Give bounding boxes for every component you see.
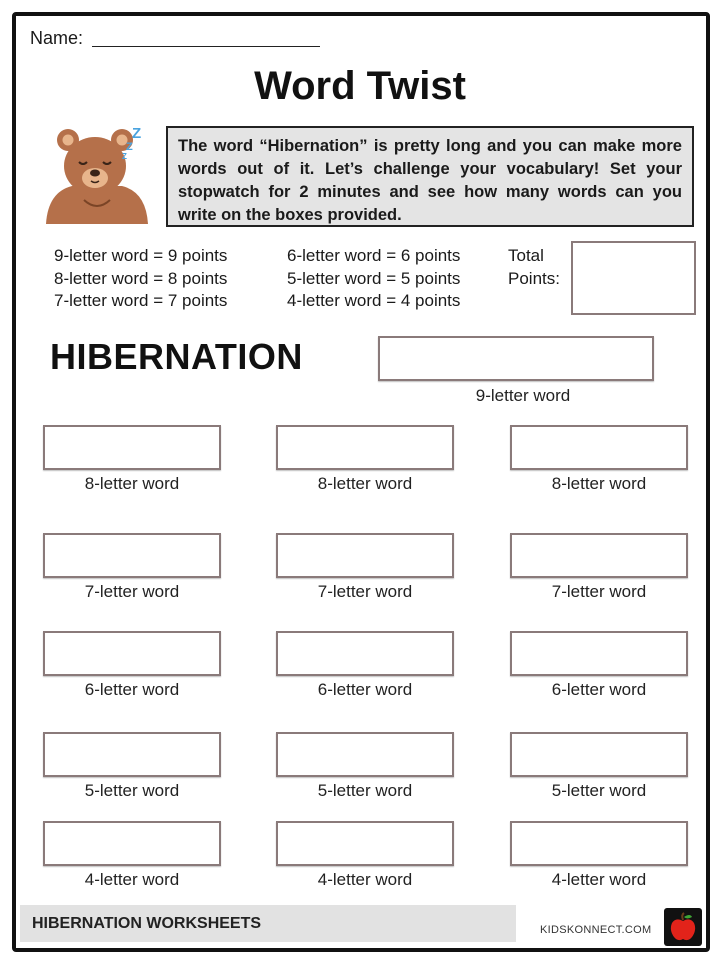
answer-box[interactable] xyxy=(43,631,221,676)
answer-box-label: 7-letter word xyxy=(317,582,413,601)
answer-box-label: 4-letter word xyxy=(551,870,647,889)
answer-box-label: 6-letter word xyxy=(317,680,413,699)
sleep-z-small: Z xyxy=(122,152,127,161)
total-points-label xyxy=(508,245,560,290)
points-column-1 xyxy=(54,245,227,313)
points-rule-9: 9-letter word = 9 points xyxy=(54,246,228,265)
points-column-2 xyxy=(287,245,460,313)
answer-box[interactable] xyxy=(276,631,454,676)
answer-box[interactable] xyxy=(276,425,454,470)
answer-box[interactable] xyxy=(276,732,454,777)
page-title: Word Twist xyxy=(254,64,466,108)
total-points-box[interactable] xyxy=(571,241,696,315)
points-rule-8: 8-letter word = 8 points xyxy=(54,268,228,288)
main-word: HIBERNATION xyxy=(50,336,303,377)
answer-box[interactable] xyxy=(43,533,221,578)
points-rule-6: 6-letter word = 6 points xyxy=(287,246,461,265)
answer-box-label: 8-letter word xyxy=(317,474,413,493)
footer-title: HIBERNATION WORKSHEETS xyxy=(32,915,262,932)
answer-box[interactable] xyxy=(276,821,454,866)
answer-box[interactable] xyxy=(276,533,454,578)
apple-logo-badge xyxy=(664,908,702,946)
total-label-line-2: Points: xyxy=(508,268,560,288)
nine-letter-answer-box[interactable] xyxy=(378,336,654,381)
answer-box[interactable] xyxy=(43,821,221,866)
answer-box-label: 8-letter word xyxy=(84,474,180,493)
answer-box-label: 7-letter word xyxy=(84,582,180,601)
points-rule-7: 7-letter word = 7 points xyxy=(54,291,228,310)
answer-box-label: 4-letter word xyxy=(84,870,180,889)
answer-box[interactable] xyxy=(43,425,221,470)
answer-box[interactable] xyxy=(510,821,688,866)
instructions-box: The word “Hibernation” is pretty long and you can make more words out of it. Let’s challenge your vocabulary! Set your stopwatch for 2 minutes and see how many words can you write on the boxes provided. xyxy=(166,126,694,227)
answer-box[interactable] xyxy=(510,631,688,676)
answer-box-label: 5-letter word xyxy=(317,781,413,800)
answer-box-label: 4-letter word xyxy=(317,870,413,889)
name-field[interactable] xyxy=(92,46,320,47)
answer-box[interactable] xyxy=(510,732,688,777)
name-label: Name: xyxy=(30,28,84,48)
nine-letter-label: 9-letter word xyxy=(475,386,571,405)
points-rule-5: 5-letter word = 5 points xyxy=(287,268,461,288)
answer-box[interactable] xyxy=(510,533,688,578)
sleep-z-large: Z xyxy=(132,125,142,142)
sleep-z-medium: Z xyxy=(126,141,133,153)
apple-icon xyxy=(664,908,702,946)
answer-box-label: 7-letter word xyxy=(551,582,647,601)
answer-box-label: 8-letter word xyxy=(551,474,647,493)
answer-box-label: 5-letter word xyxy=(84,781,180,800)
answer-box[interactable] xyxy=(510,425,688,470)
sleeping-bear-icon xyxy=(42,120,152,224)
points-rule-4: 4-letter word = 4 points xyxy=(287,291,461,310)
site-name: KIDSKONNECT.COM xyxy=(540,924,652,936)
answer-box-label: 5-letter word xyxy=(551,781,647,800)
answer-box-label: 6-letter word xyxy=(551,680,647,699)
total-label-line-1: Total xyxy=(508,246,544,265)
answer-box[interactable] xyxy=(43,732,221,777)
answer-box-label: 6-letter word xyxy=(84,680,180,699)
